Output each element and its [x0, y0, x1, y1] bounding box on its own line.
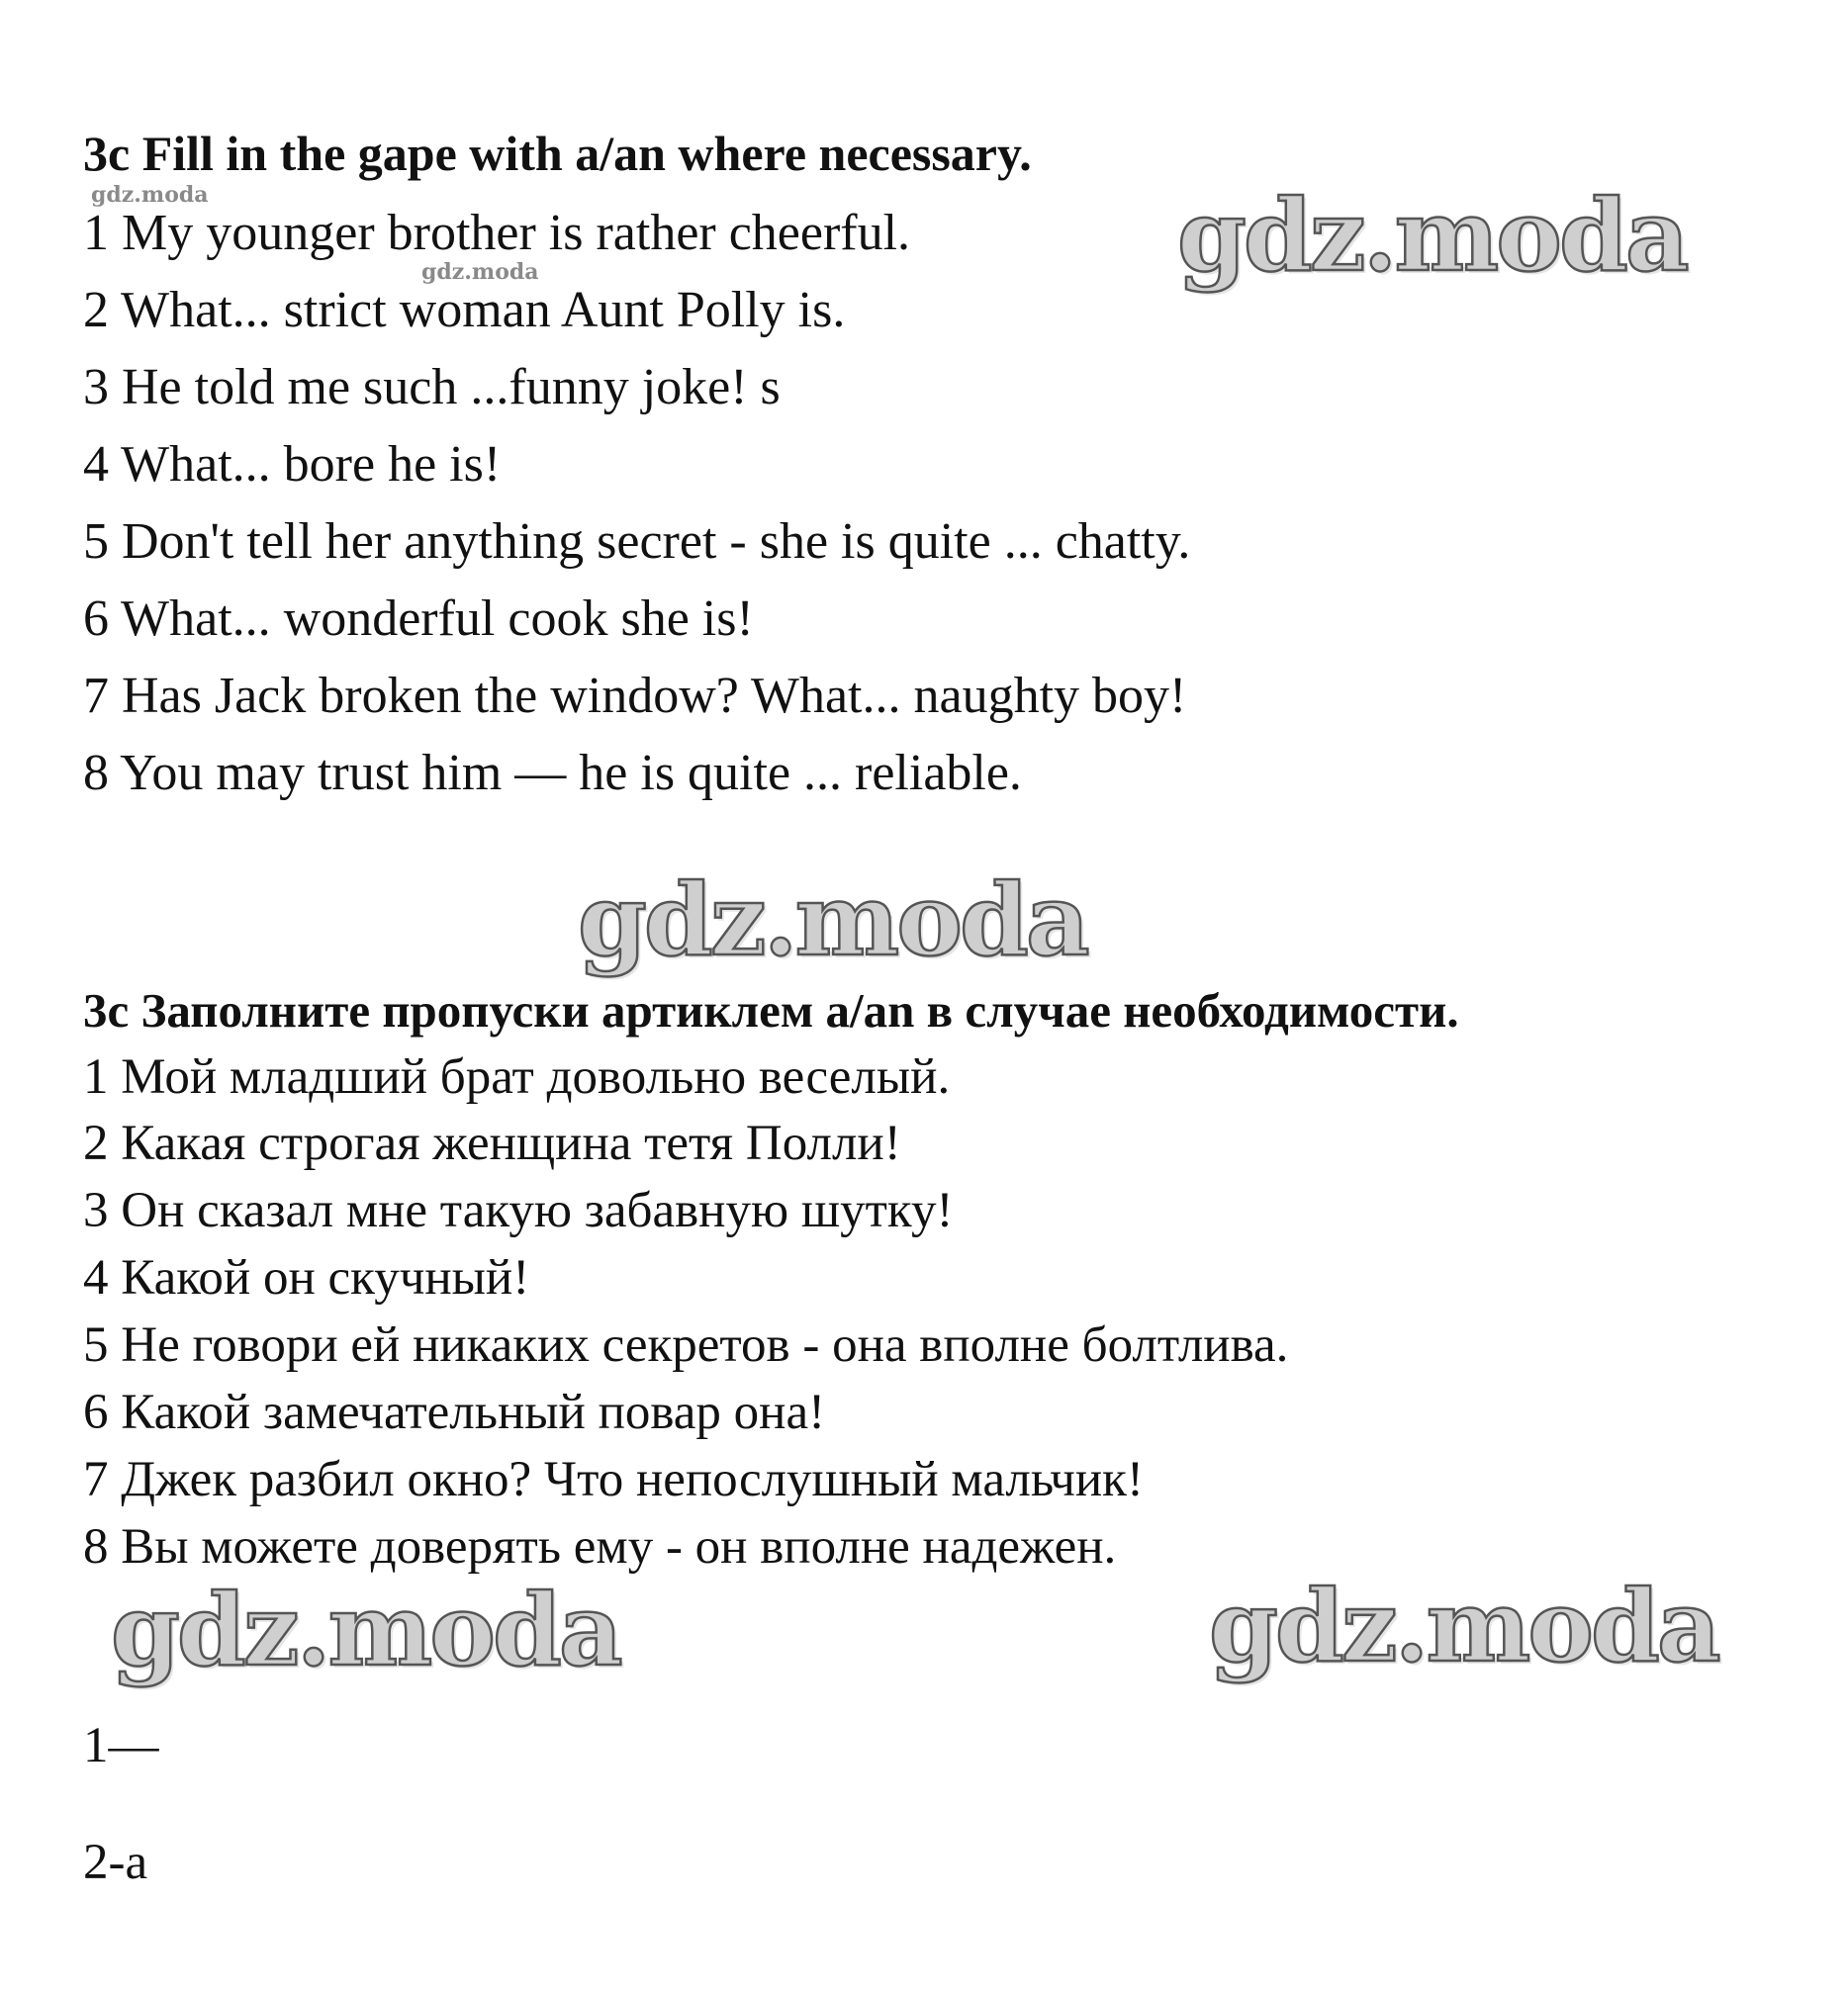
watermark-center: gdz.moda	[578, 861, 1087, 978]
russian-line-1: 1 Мой младший брат довольно веселый.	[83, 1049, 951, 1105]
english-line-8: 8 You may trust him — he is quite ... reliable.	[83, 745, 1022, 801]
russian-line-3: 3 Он сказал мне такую забавную шутку!	[83, 1183, 954, 1238]
english-line-4: 4 What... bore he is!	[83, 436, 502, 493]
answer-line-2: 2-a	[83, 1835, 148, 1890]
english-line-6: 6 What... wonderful cook she is!	[83, 590, 754, 647]
english-line-5: 5 Don't tell her anything secret - she is quite ... chatty.	[83, 513, 1191, 570]
russian-line-2: 2 Какая строгая женщина тетя Полли!	[83, 1116, 901, 1171]
english-exercise-heading: 3c Fill in the gape with a/an where necessary.	[83, 126, 1032, 181]
russian-line-8: 8 Вы можете доверять ему - он вполне надежен.	[83, 1519, 1117, 1575]
english-line-2: 2 What... strict woman Aunt Polly is.	[83, 282, 846, 338]
watermark-small-1: gdz.moda	[91, 182, 209, 208]
russian-line-4: 4 Какой он скучный!	[83, 1250, 530, 1306]
russian-exercise-heading: 3c Заполните пропуски артиклем а/an в случае необходимости.	[83, 983, 1459, 1038]
english-line-7: 7 Has Jack broken the window? What... naughty boy!	[83, 668, 1187, 724]
watermark-top-right: gdz.moda	[1177, 177, 1687, 294]
english-line-1: 1 My younger brother is rather cheerful.	[83, 205, 911, 261]
answer-line-1: 1—	[83, 1718, 159, 1773]
english-line-3: 3 He told me such ...funny joke! s	[83, 359, 781, 415]
russian-line-5: 5 Не говори ей никаких секретов - она вполне болтлива.	[83, 1317, 1289, 1373]
russian-line-7: 7 Джек разбил окно? Что непослушный мальчик!	[83, 1452, 1144, 1507]
watermark-bottom-right: gdz.moda	[1209, 1568, 1718, 1684]
watermark-bottom-left: gdz.moda	[111, 1572, 620, 1688]
russian-line-6: 6 Какой замечательный повар она!	[83, 1385, 826, 1440]
watermark-small-2: gdz.moda	[421, 259, 539, 285]
